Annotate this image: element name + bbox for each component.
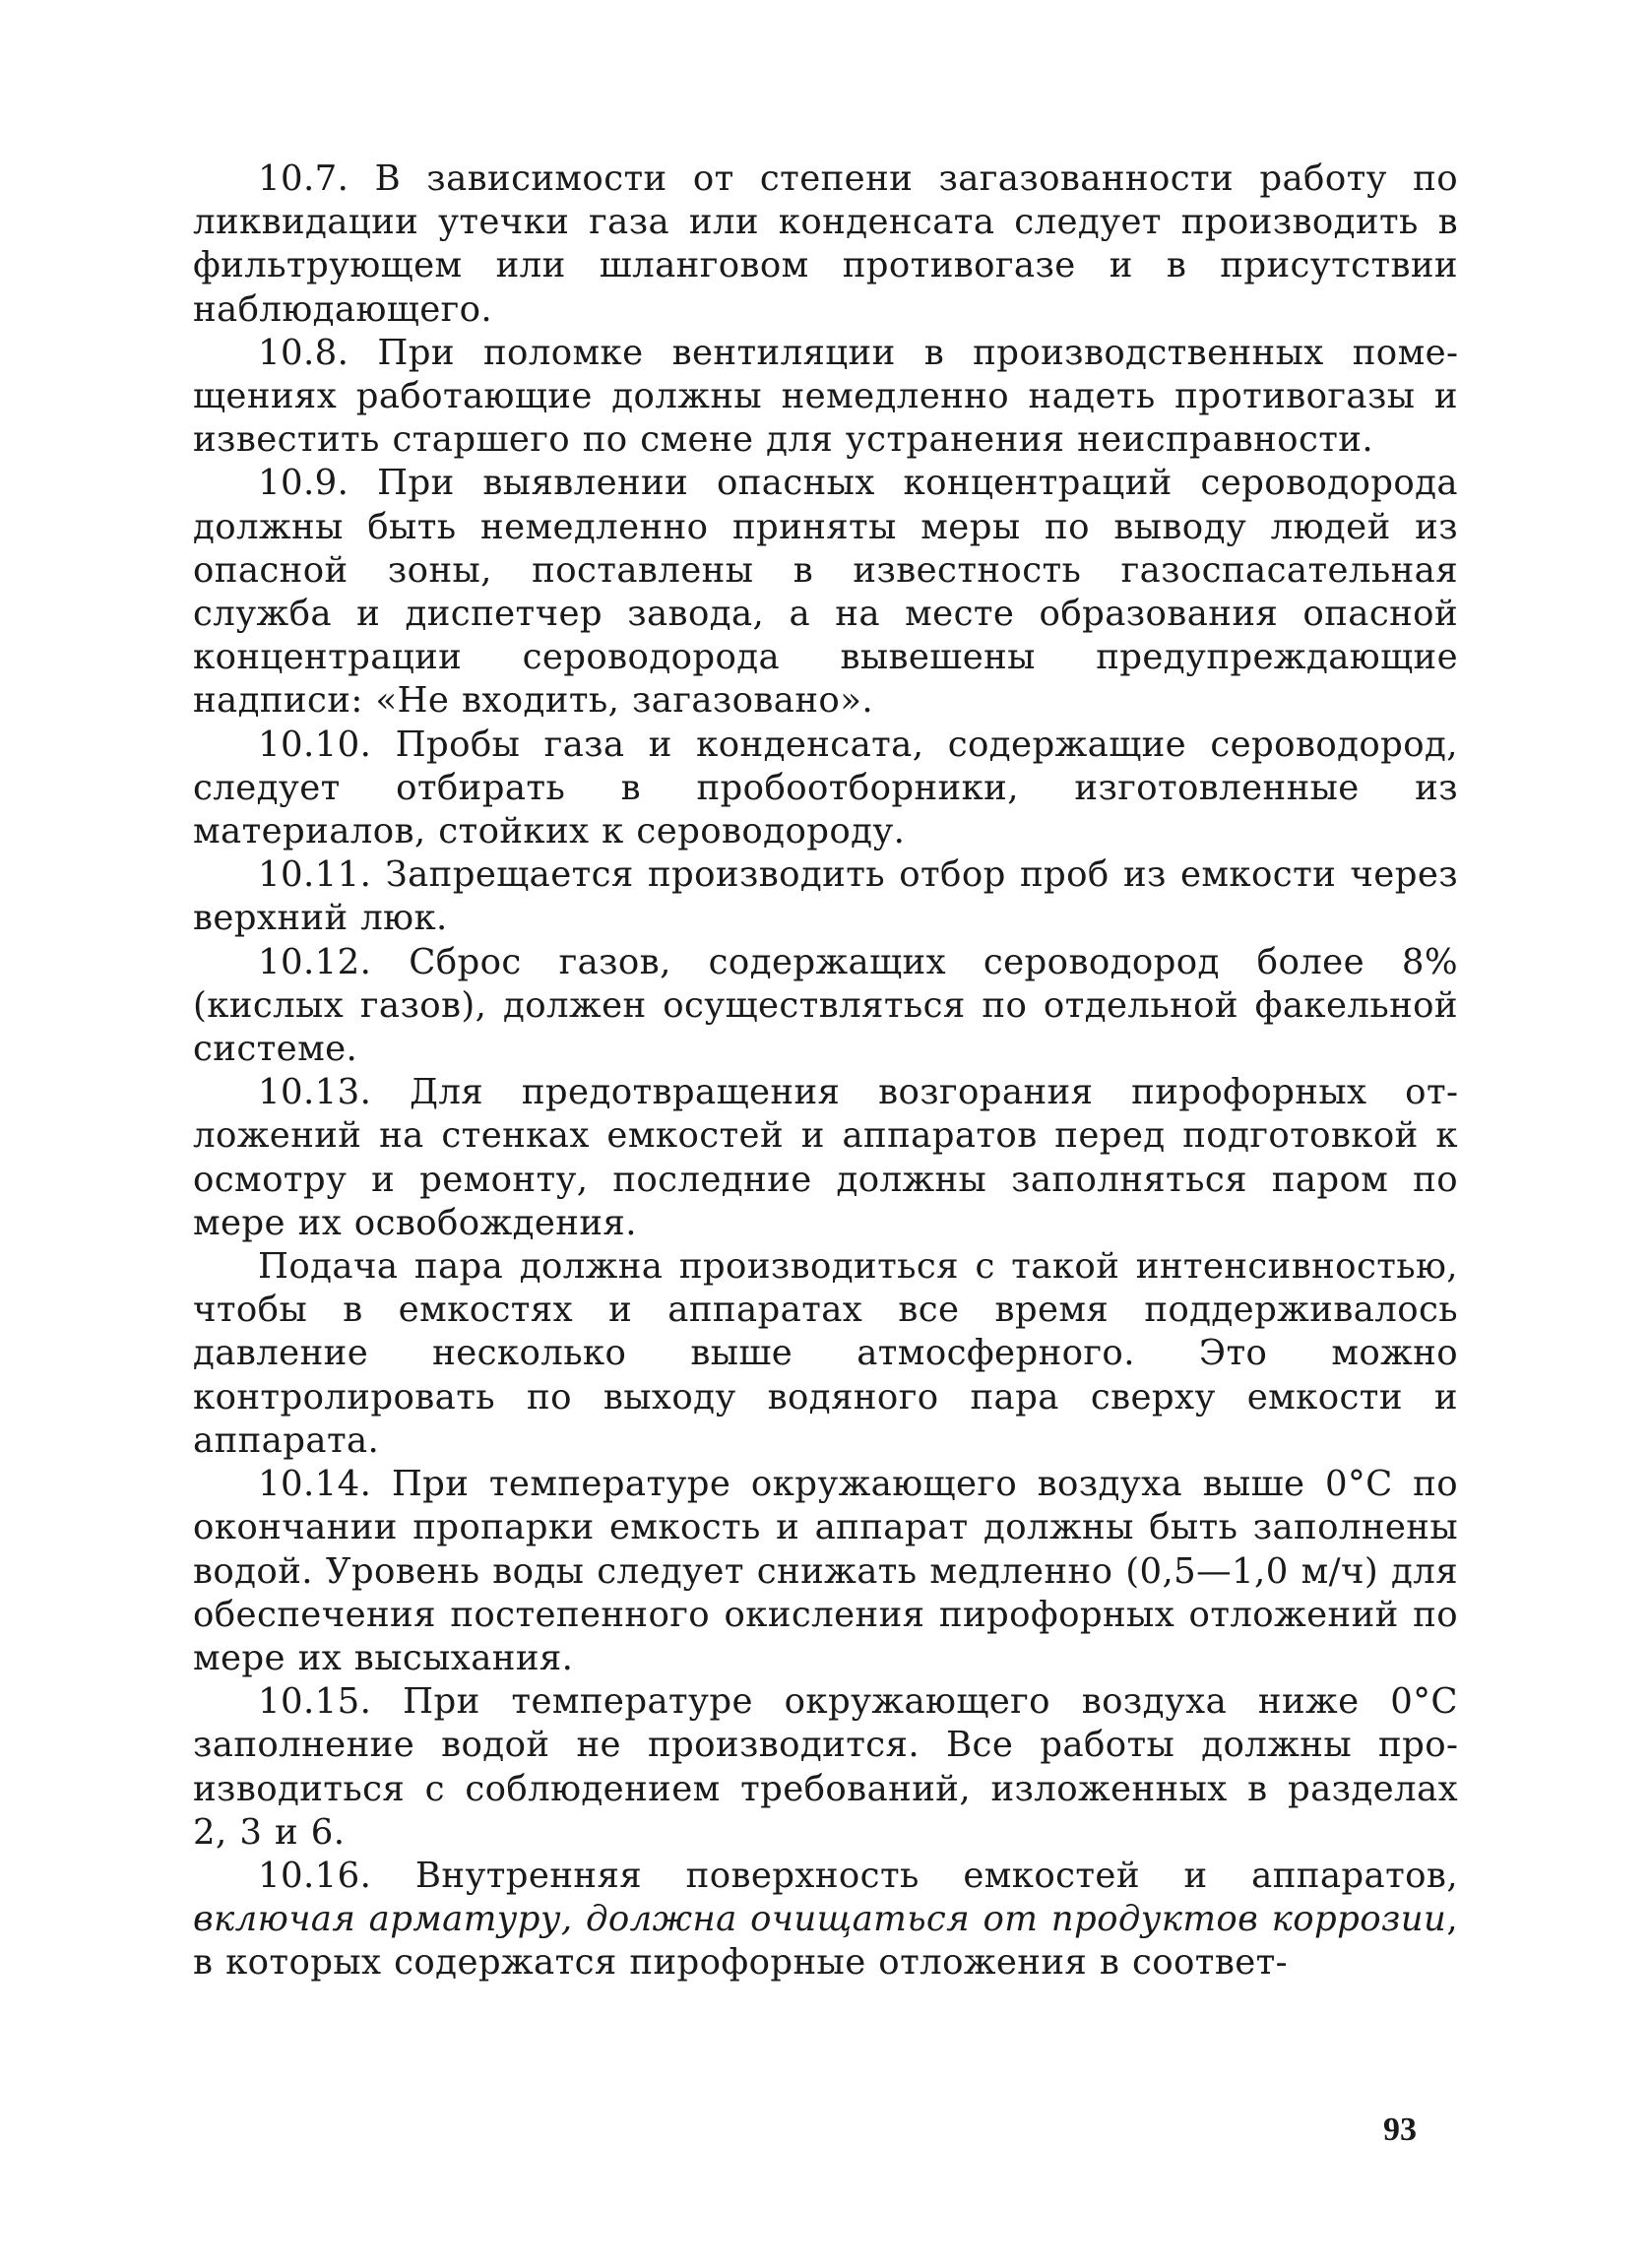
paragraph-10-16-italic: включая арматуру, должна очищаться от продуктов коррозии	[193, 1899, 1447, 1940]
paragraph-10-9: 10.9. При выявлении опасных концентраций сероводорода должны быть немедленно приняты меры по выводу людей из опасной зоны, поставлены в известность газоспасательная служба и диспетчер завода, а на месте образования опасной концентрации сероводорода вывешены предупреждающие надписи: «Не входить, загазовано».	[193, 463, 1458, 722]
paragraph-10-16	[193, 1855, 1458, 1985]
paragraph-steam-supply: Подача пара должна производиться с такой интенсивностью, чтобы в емкостях и аппаратах все время поддерживалось давление несколько выше атмосферного. Это можно контролировать по выходу водяного пара сверху емкости и аппарата.	[193, 1246, 1458, 1461]
paragraph-10-14: 10.14. При температуре окружающего воздуха выше 0°С по окончании пропарки емкость и аппарат должны быть заполнены водой. Уровень воды следует снижать медленно (0,5—1,0 м/ч) для обеспечения постепенного окисления пирофорных отложений по мере их высыхания.	[193, 1464, 1458, 1678]
paragraph-10-12: 10.12. Сброс газов, содержащих сероводород более 8% (кислых газов), должен осуществляться по отдельной факельной системе.	[193, 941, 1458, 1070]
paragraph-10-13: 10.13. Для предотвращения возгорания пирофорных отложений на стенках емкостей и аппаратов перед подготовкой к осмотру и ремонту, последние должны заполняться паром по мере их освобождения.	[193, 1072, 1458, 1243]
paragraph-10-8: 10.8. При поломке вентиляции в производственных помещениях работающие должны немедленно надеть противогазы и известить старшего по смене для устранения неисправности.	[193, 332, 1458, 461]
paragraph-10-15: 10.15. При температуре окружающего воздуха ниже 0°С заполнение водой не производится. Все работы должны производиться с соблюдением требований, изложенных в разделах 2, 3 и 6.	[193, 1681, 1458, 1853]
paragraph-10-16-tail: , в которых содержатся пирофорные отложения в соответ-	[193, 1899, 1458, 1984]
paragraph-10-10: 10.10. Пробы газа и конденсата, содержащие сероводород, следует отбирать в пробоотборники, изготовленные из материалов, стойких к сероводороду.	[193, 724, 1458, 852]
paragraph-10-11: 10.11. Запрещается производить отбор проб из емкости через верхний люк.	[193, 854, 1458, 939]
paragraph-10-7: 10.7. В зависимости от степени загазованности работу по ликвидации утечки газа или конденсата следует производить в фильтрующем или шланговом противогазе и в присутствии наблюдающего.	[193, 158, 1458, 330]
document-page	[193, 158, 1458, 2175]
paragraph-10-16-lead: 10.16. Внутренняя поверхность емкостей и аппаратов,	[258, 1855, 1458, 1896]
body-text	[193, 158, 1458, 1985]
page-number: 93	[1383, 2111, 1417, 2148]
